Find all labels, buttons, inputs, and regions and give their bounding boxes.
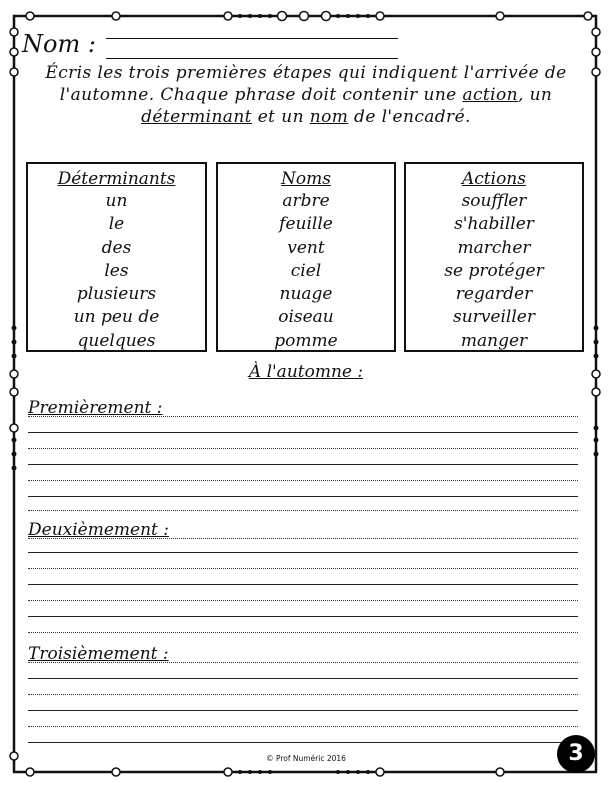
writing-guide-line bbox=[28, 662, 578, 663]
determinant-word: un peu de bbox=[73, 307, 160, 328]
nom-word: feuille bbox=[279, 214, 333, 235]
writing-line[interactable] bbox=[28, 464, 578, 465]
writing-line[interactable] bbox=[28, 552, 578, 553]
instructions bbox=[26, 62, 586, 128]
instructions-text-1: Écris les trois premières étapes qui indiquent l'arrivée de l'automne. Chaque phrase doit contenir une bbox=[45, 63, 567, 105]
writing-guide-line bbox=[28, 448, 578, 449]
determinant-word: des bbox=[101, 237, 132, 258]
writing-guide-line bbox=[28, 416, 578, 417]
writing-line[interactable] bbox=[28, 584, 578, 585]
determinant-word: quelques bbox=[77, 330, 156, 351]
writing-line[interactable] bbox=[28, 678, 578, 679]
name-label: Nom : bbox=[22, 30, 96, 58]
nom-word: nuage bbox=[279, 284, 333, 305]
copyright-footer: © Prof Numéric 2016 bbox=[266, 754, 346, 763]
instructions-text-3: et un bbox=[251, 107, 310, 127]
nom-word: ciel bbox=[290, 260, 322, 281]
page-number-badge: 3 bbox=[557, 735, 595, 773]
action-word: marcher bbox=[457, 237, 531, 258]
writing-line[interactable] bbox=[28, 710, 578, 711]
nom-word: oiseau bbox=[278, 307, 334, 328]
writing-guide-line bbox=[28, 568, 578, 569]
second-step-label: Deuxièmement : bbox=[28, 520, 169, 540]
action-word: regarder bbox=[455, 284, 533, 305]
writing-guide-line bbox=[28, 632, 578, 633]
noms-title: Noms bbox=[281, 169, 331, 189]
writing-guide-line bbox=[28, 480, 578, 481]
instructions-text-4: de l'encadré. bbox=[348, 107, 471, 127]
first-step-label: Premièrement : bbox=[28, 398, 163, 418]
instructions-determinant: déterminant bbox=[141, 107, 252, 127]
actions-title: Actions bbox=[462, 169, 526, 189]
name-guide-line bbox=[106, 38, 398, 39]
section-subtitle: À l'automne : bbox=[248, 362, 364, 382]
writing-line[interactable] bbox=[28, 616, 578, 617]
nom-word: vent bbox=[287, 237, 325, 258]
name-row bbox=[22, 28, 382, 62]
writing-line[interactable] bbox=[28, 742, 578, 743]
instructions-nom: nom bbox=[309, 107, 349, 127]
noms-box bbox=[216, 162, 396, 352]
action-word: souffler bbox=[461, 191, 527, 211]
action-word: surveiller bbox=[453, 307, 535, 328]
determinant-word: un bbox=[105, 191, 128, 211]
name-write-line[interactable] bbox=[106, 58, 398, 59]
third-step-label: Troisièmement : bbox=[28, 644, 169, 664]
writing-line[interactable] bbox=[28, 432, 578, 433]
writing-line[interactable] bbox=[28, 496, 578, 497]
determinant-word: le bbox=[108, 214, 125, 235]
instructions-action: action bbox=[462, 85, 518, 105]
determinant-word: les bbox=[104, 260, 129, 281]
writing-guide-line bbox=[28, 726, 578, 727]
determinant-word: plusieurs bbox=[76, 284, 157, 305]
action-word: se protéger bbox=[444, 260, 544, 281]
writing-guide-line bbox=[28, 694, 578, 695]
nom-word: pomme bbox=[274, 330, 338, 351]
determinants-box bbox=[26, 162, 207, 352]
actions-box bbox=[404, 162, 584, 352]
action-word: s'habiller bbox=[454, 214, 534, 235]
nom-word: arbre bbox=[282, 191, 330, 211]
action-word: manger bbox=[460, 330, 528, 351]
writing-guide-line bbox=[28, 510, 578, 511]
writing-guide-line bbox=[28, 600, 578, 601]
instructions-text-2: , un bbox=[517, 85, 553, 105]
determinants-title: Déterminants bbox=[57, 169, 176, 189]
writing-guide-line bbox=[28, 538, 578, 539]
